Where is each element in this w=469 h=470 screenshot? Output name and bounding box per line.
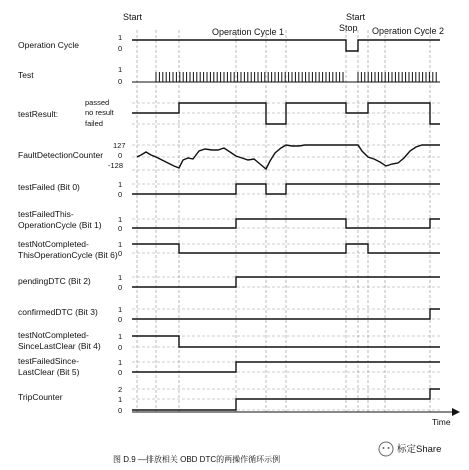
test-result-waveform <box>132 103 440 124</box>
watermark <box>379 442 441 456</box>
test-not-completed-this-op-cycle-tick-2: 0 <box>118 249 123 258</box>
test-not-completed-since-last-clear-label-line-1: testNotCompleted- <box>18 330 89 340</box>
test-failed-tick-2: 0 <box>118 190 123 199</box>
test-not-completed-this-op-cycle-label-line-1: testNotCompleted- <box>18 239 89 249</box>
confirmed-dtc-label: confirmedDTC (Bit 3) <box>18 307 98 317</box>
pending-dtc-tick-1: 1 <box>118 273 123 282</box>
test-result-label: testResult: <box>18 109 59 119</box>
fault-detection-counter-tick-2: 0 <box>118 151 123 160</box>
watermark-text: 标定Share <box>397 444 442 455</box>
trip-counter-tick-2: 1 <box>118 395 123 404</box>
figure-caption: 图 D.9 —排放相关 OBD DTC的两操作循环示例 <box>113 455 281 464</box>
test-failed-tick-1: 1 <box>118 180 123 189</box>
test-tick-2: 0 <box>118 77 123 86</box>
test-failed-label: testFailed (Bit 0) <box>18 182 80 192</box>
test-failed-since-last-clear-tick-2: 0 <box>118 368 123 377</box>
signal-labels <box>18 40 118 402</box>
time-axis-label: Time <box>432 417 451 427</box>
event-gridlines <box>137 30 430 412</box>
fault-detection-counter-tick-1: 127 <box>113 141 126 150</box>
stop-label: Stop <box>339 23 358 33</box>
test-tick-1: 1 <box>118 65 123 74</box>
test-failed-since-last-clear-label-line-2: LastClear (Bit 5) <box>18 367 80 377</box>
test-failed-this-op-cycle-label-line-2: OperationCycle (Bit 1) <box>18 220 102 230</box>
test-failed-this-op-cycle-label-line-1: testFailedThis- <box>18 209 74 219</box>
confirmed-dtc-tick-1: 1 <box>118 305 123 314</box>
trip-counter-label: TripCounter <box>18 392 63 402</box>
test-not-completed-this-op-cycle-tick-1: 1 <box>118 240 123 249</box>
fault-detection-counter-label: FaultDetectionCounter <box>18 150 104 160</box>
trip-counter-tick-3: 0 <box>118 406 123 415</box>
test-result-tick-1: passed <box>85 98 110 107</box>
time-axis-arrowhead <box>452 408 460 416</box>
test-label: Test <box>18 70 34 80</box>
test-failed-waveform <box>132 184 440 194</box>
operation-cycle-1-title: Operation Cycle 1 <box>212 27 285 37</box>
test-failed-since-last-clear-tick-1: 1 <box>118 358 123 367</box>
test-result-tick-2: no result <box>85 108 114 117</box>
operation-cycle-tick-1: 1 <box>118 33 123 42</box>
operation-cycle-2-title: Operation Cycle 2 <box>372 26 445 36</box>
test-failed-since-last-clear-label-line-1: testFailedSince- <box>18 356 79 366</box>
test-sample-pulses <box>156 72 436 82</box>
test-result-tick-3: failed <box>85 119 103 128</box>
test-not-completed-since-last-clear-label-line-2: SinceLastClear (Bit 4) <box>18 341 101 351</box>
confirmed-dtc-tick-2: 0 <box>118 315 123 324</box>
wechat-icon <box>379 442 393 456</box>
trip-counter-tick-1: 2 <box>118 385 123 394</box>
time-axis <box>132 408 460 427</box>
test-not-completed-since-last-clear-tick-1: 1 <box>118 332 123 341</box>
operation-cycle-tick-2: 0 <box>118 44 123 53</box>
operation-cycle-label: Operation Cycle <box>18 40 79 50</box>
start-label-cycle-2: Start <box>346 12 366 22</box>
start-label-cycle-1: Start <box>123 12 143 22</box>
test-failed-this-op-cycle-tick-2: 0 <box>118 224 123 233</box>
pending-dtc-label: pendingDTC (Bit 2) <box>18 276 91 286</box>
pending-dtc-tick-2: 0 <box>118 283 123 292</box>
test-failed-this-op-cycle-tick-1: 1 <box>118 215 123 224</box>
test-not-completed-this-op-cycle-label-line-2: ThisOperationCycle (Bit 6) <box>18 250 118 260</box>
test-not-completed-since-last-clear-tick-2: 0 <box>118 343 123 352</box>
fault-detection-counter-tick-3: -128 <box>108 161 124 170</box>
